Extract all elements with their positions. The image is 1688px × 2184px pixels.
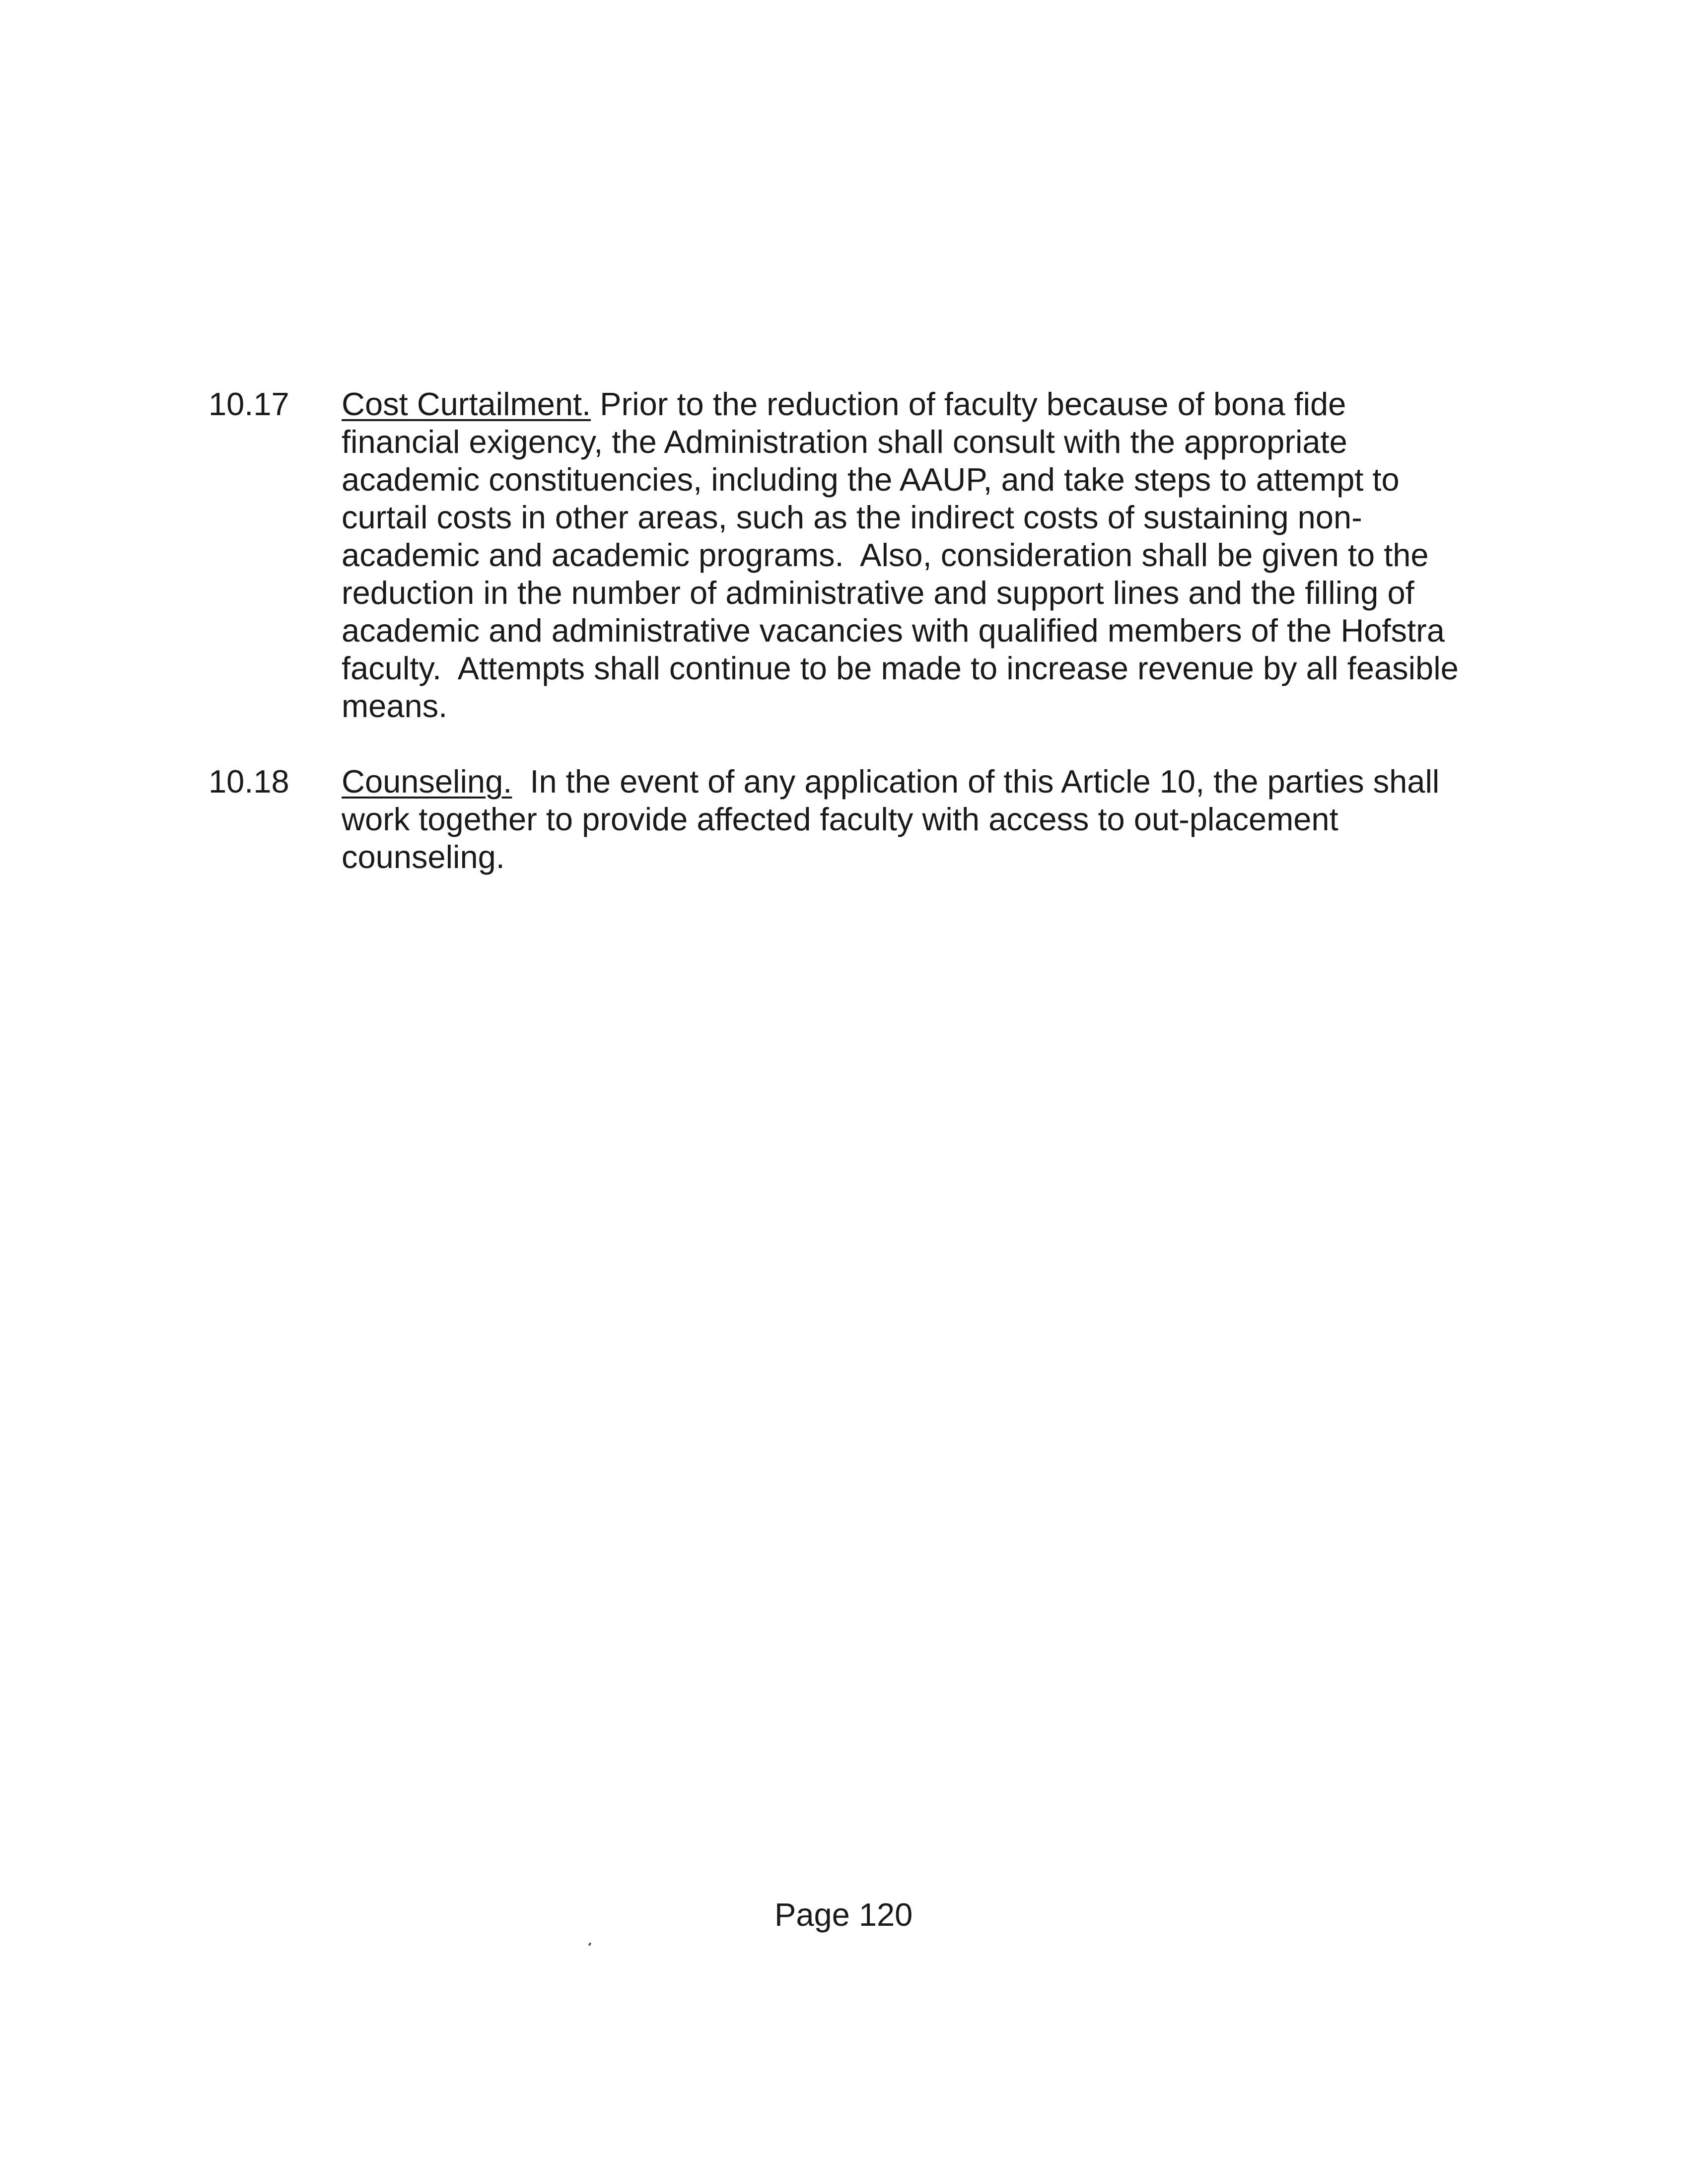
section-heading: Cost Curtailment. bbox=[342, 386, 591, 422]
section-line bbox=[342, 763, 1498, 801]
section-line: academic and academic programs. Also, consideration shall be given to the bbox=[342, 537, 1429, 573]
section-number: 10.18 bbox=[209, 763, 289, 800]
section-line: counseling. bbox=[342, 839, 505, 875]
section-body bbox=[342, 385, 1498, 725]
section-line: curtail costs in other areas, such as the indirect costs of sustaining non- bbox=[342, 499, 1362, 535]
section-heading: Counseling. bbox=[342, 763, 512, 800]
section-line: work together to provide affected faculty with access to out-placement bbox=[342, 801, 1338, 837]
scan-speck bbox=[588, 1942, 591, 1946]
section-line: financial exigency, the Administration shall consult with the appropriate bbox=[342, 424, 1347, 460]
section-line: academic and administrative vacancies with qualified members of the Hofstra bbox=[342, 612, 1445, 649]
section-text: In the event of any application of this Article 10, the parties shall bbox=[512, 763, 1440, 800]
section-body bbox=[342, 763, 1498, 876]
section-line: means. bbox=[342, 688, 448, 724]
section-number: 10.17 bbox=[209, 386, 289, 422]
section-line: academic constituencies, including the AAUP, and take steps to attempt to bbox=[342, 461, 1400, 498]
section-text: Prior to the reduction of faculty because of bona fide bbox=[591, 386, 1346, 422]
section-line bbox=[342, 385, 1498, 423]
section-line: faculty. Attempts shall continue to be made to increase revenue by all feasible bbox=[342, 650, 1459, 686]
section-line: reduction in the number of administrative and support lines and the filling of bbox=[342, 575, 1414, 611]
page-number: Page 120 bbox=[774, 1896, 913, 1933]
